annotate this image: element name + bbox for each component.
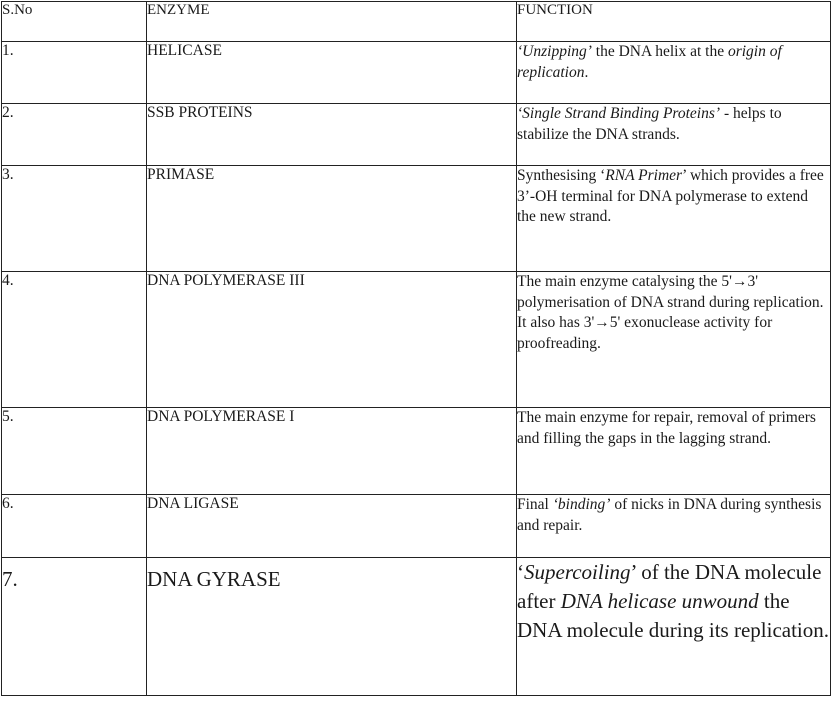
table-row <box>2 272 831 408</box>
row-enzyme: HELICASE <box>147 42 517 104</box>
function-text: of nicks in DNA during synthesis and repair. <box>517 496 822 534</box>
function-text: ’ which provides a free 3’-OH terminal for DNA polymerase to extend the new strand. <box>517 167 824 225</box>
row-sno: 7. <box>2 558 147 696</box>
enzyme-table <box>1 1 831 696</box>
row-enzyme: DNA GYRASE <box>147 558 517 696</box>
row-enzyme: DNA POLYMERASE I <box>147 408 517 495</box>
row-function <box>517 495 831 558</box>
function-text-italic: Supercoiling <box>524 560 631 584</box>
function-text: ’ of the DNA molecule after <box>517 560 822 613</box>
table-row <box>2 104 831 166</box>
row-function <box>517 166 831 272</box>
row-function <box>517 42 831 104</box>
row-enzyme: SSB PROTEINS <box>147 104 517 166</box>
table-row <box>2 558 831 696</box>
function-text: . <box>584 63 589 81</box>
table-row <box>2 166 831 272</box>
table-row <box>2 495 831 558</box>
table-row <box>2 408 831 495</box>
row-function <box>517 408 831 495</box>
row-sno: 3. <box>2 166 147 272</box>
header-function: FUNCTION <box>517 2 831 42</box>
function-text: the DNA helix at the <box>591 43 728 60</box>
function-text-italic: ‘Unzipping’ <box>517 43 592 60</box>
function-text-italic: ‘binding’ <box>552 496 611 513</box>
row-enzyme: DNA POLYMERASE III <box>147 272 517 408</box>
function-text-italic: origin of replication <box>517 43 782 81</box>
function-text: The main enzyme for repair, removal of primers and filling the gaps in the lagging strand. <box>517 409 816 447</box>
function-text: Synthesising ‘ <box>517 167 606 184</box>
row-sno: 6. <box>2 495 147 558</box>
row-enzyme: PRIMASE <box>147 166 517 272</box>
table-row <box>2 42 831 104</box>
row-sno: 4. <box>2 272 147 408</box>
row-function <box>517 558 831 696</box>
row-sno: 5. <box>2 408 147 495</box>
function-text: the DNA molecule during its replication. <box>517 589 830 642</box>
header-row <box>2 2 831 42</box>
row-enzyme: DNA LIGASE <box>147 495 517 558</box>
function-text-italic: DNA helicase unwound <box>560 589 759 613</box>
header-enzyme: ENZYME <box>147 2 517 42</box>
row-function <box>517 104 831 166</box>
row-function <box>517 272 831 408</box>
row-sno: 1. <box>2 42 147 104</box>
function-text: - helps to stabilize the DNA strands. <box>517 105 782 143</box>
function-text-italic: RNA Primer <box>605 167 683 184</box>
function-text-italic: ‘Single Strand Binding Proteins’ <box>517 105 721 122</box>
header-sno: S.No <box>2 2 147 42</box>
function-text: ‘ <box>517 560 524 584</box>
function-text: Final <box>517 496 553 513</box>
function-text: The main enzyme catalysing the 5'→3' polymerisation of DNA strand during replication. It also has 3'→5' exonuclease activity for proofreading. <box>517 273 824 352</box>
row-sno: 2. <box>2 104 147 166</box>
